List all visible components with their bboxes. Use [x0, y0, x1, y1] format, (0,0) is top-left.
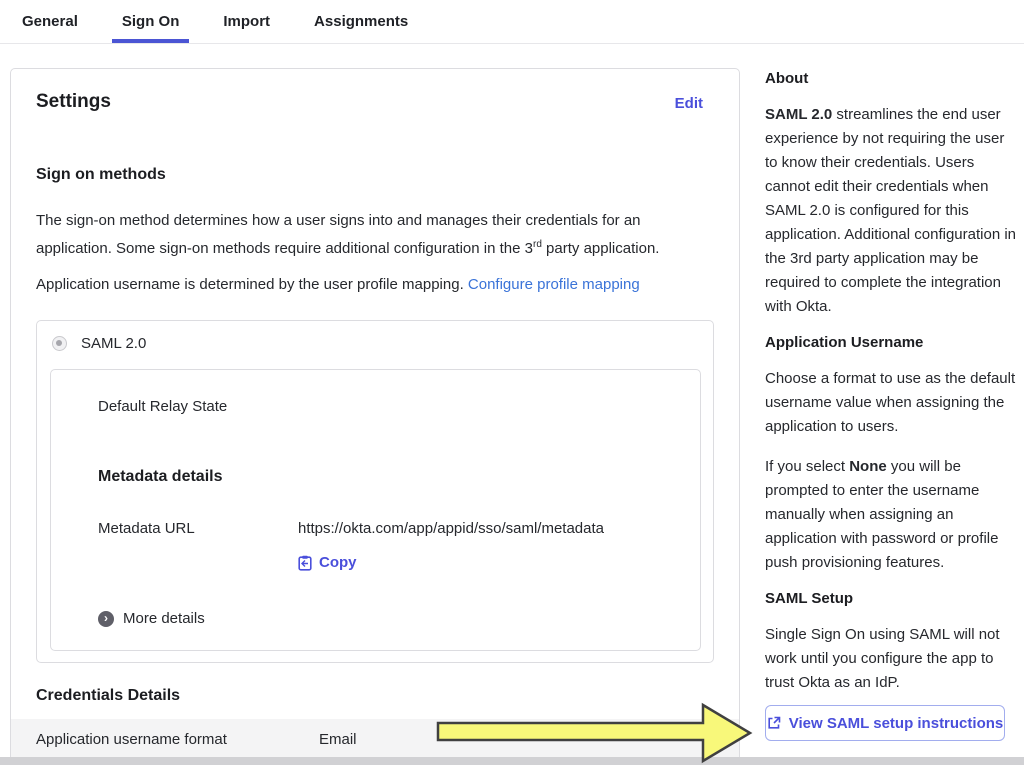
settings-card	[10, 68, 740, 765]
tab-general[interactable]: General	[22, 13, 78, 30]
view-saml-setup-instructions-button[interactable]	[765, 705, 1005, 741]
help-sidebar	[765, 60, 1020, 741]
app-username-format-value: Email	[319, 730, 357, 748]
clipboard-icon	[298, 555, 312, 571]
app-username-format-label: Application username format	[36, 730, 227, 748]
metadata-details-heading: Metadata details	[98, 468, 223, 485]
metadata-url-value: https://okta.com/app/appid/sso/saml/metadata	[298, 520, 604, 537]
application-username-heading: Application Username	[765, 334, 924, 351]
application-username-text-1: Choose a format to use as the default username value when assigning the application to users.	[765, 370, 1016, 435]
edit-button[interactable]: Edit	[674, 95, 703, 112]
saml-setup-heading: SAML Setup	[765, 590, 854, 607]
more-details-label: More details	[123, 610, 205, 627]
view-saml-setup-instructions-label: View SAML setup instructions	[788, 714, 1004, 732]
sign-on-methods-heading: Sign on methods	[36, 166, 166, 183]
app-tab-bar	[0, 0, 1024, 44]
tab-assignments[interactable]: Assignments	[314, 13, 409, 30]
highlight-arrow	[430, 700, 760, 765]
default-relay-state-label: Default Relay State	[98, 398, 228, 415]
saml-details-box	[50, 369, 701, 651]
about-text: SAML 2.0 streamlines the end user experience by not requiring the user to know their credentials. Users cannot edit their credentials when SAML 2.0 is configured for this application. Additional configuration in the 3rd party application may be required to complete the integration with Okta.	[765, 106, 1017, 315]
metadata-url-label: Metadata URL	[98, 520, 195, 537]
ordinal-suffix: rd	[532, 239, 542, 250]
copy-button[interactable]	[298, 554, 357, 571]
application-username-text-2: If you select None you will be prompted to enter the username manually when assigning an application with password or profile push provisioning features.	[765, 458, 999, 571]
about-heading: About	[765, 70, 809, 87]
saml-radio-button[interactable]	[52, 336, 67, 351]
saml-radio-row	[52, 335, 146, 352]
tab-sign-on[interactable]: Sign On	[112, 0, 190, 43]
saml-method-box	[36, 320, 714, 663]
more-details-toggle[interactable]	[98, 610, 205, 627]
external-link-icon	[767, 716, 781, 730]
copy-label: Copy	[319, 554, 357, 571]
settings-title: Settings	[36, 91, 111, 112]
credentials-details-heading: Credentials Details	[36, 687, 181, 704]
username-mapping-description: Application username is determined by the user profile mapping. Configure profile mapping	[36, 276, 640, 293]
configure-profile-mapping-link[interactable]: Configure profile mapping	[467, 276, 640, 293]
saml-radio-label: SAML 2.0	[81, 335, 147, 352]
sign-on-methods-description: The sign-on method determines how a user signs into and manages their credentials for an application. Some sign-on methods require additional configuration in the 3rd party application.	[36, 212, 660, 257]
saml-setup-text: Single Sign On using SAML will not work until you configure the app to trust Okta as an IdP.	[765, 626, 1000, 691]
chevron-right-icon: ›	[98, 611, 114, 627]
tab-import[interactable]: Import	[223, 13, 271, 30]
